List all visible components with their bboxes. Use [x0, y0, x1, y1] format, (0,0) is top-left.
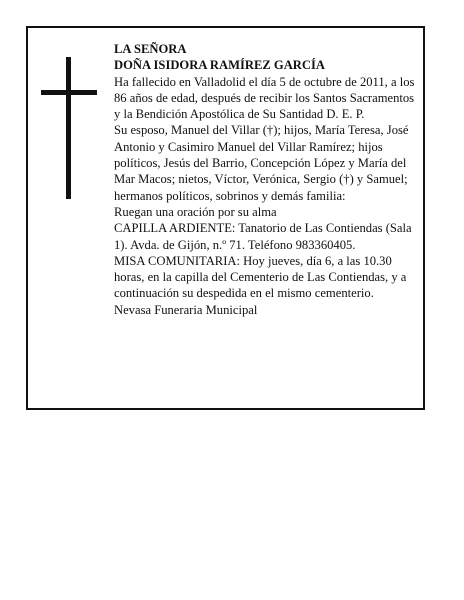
cross-horizontal-bar	[41, 90, 97, 95]
family-members-paragraph: Su esposo, Manuel del Villar (†); hijos, María Teresa, José Antonio y Casimiro Manuel del Villar Ramírez; hijos políticos, Jesús del Barrio, Concepción López y María del Mar Macos; nietos, Víctor, Verónica, Sergio (†) y Samuel; hermanos políticos, sobrinos y demás familia:	[114, 123, 409, 203]
latin-cross-icon	[41, 57, 97, 199]
deceased-title-line-2: DOÑA ISIDORA RAMÍREZ GARCÍA	[114, 58, 325, 73]
death-announcement-paragraph: Ha fallecido en Valladolid el día 5 de octubre de 2011, a los 86 años de edad, después de recibir los Santos Sacramentos y la Bendición Apostólica de Su Santidad D. E. P.	[114, 74, 415, 122]
prayer-request-paragraph: Ruegan una oración por su alma	[114, 204, 277, 219]
obituary-text	[114, 41, 420, 318]
mass-information-paragraph: MISA COMUNITARIA: Hoy jueves, día 6, a las 10.30 horas, en la capilla del Cementerio de Las Contiendas, y a continuación su despedida en el mismo cementerio.	[114, 253, 407, 301]
deceased-title-line-1: LA SEÑORA	[114, 42, 187, 56]
obituary-notice-frame	[26, 26, 425, 410]
cross-vertical-bar	[66, 57, 71, 199]
chapel-information-paragraph: CAPILLA ARDIENTE: Tanatorio de Las Contiendas (Sala 1). Avda. de Gijón, n.º 71. Teléfono 983360405.	[114, 221, 412, 252]
funeral-home-name: Nevasa Funeraria Municipal	[114, 302, 258, 317]
